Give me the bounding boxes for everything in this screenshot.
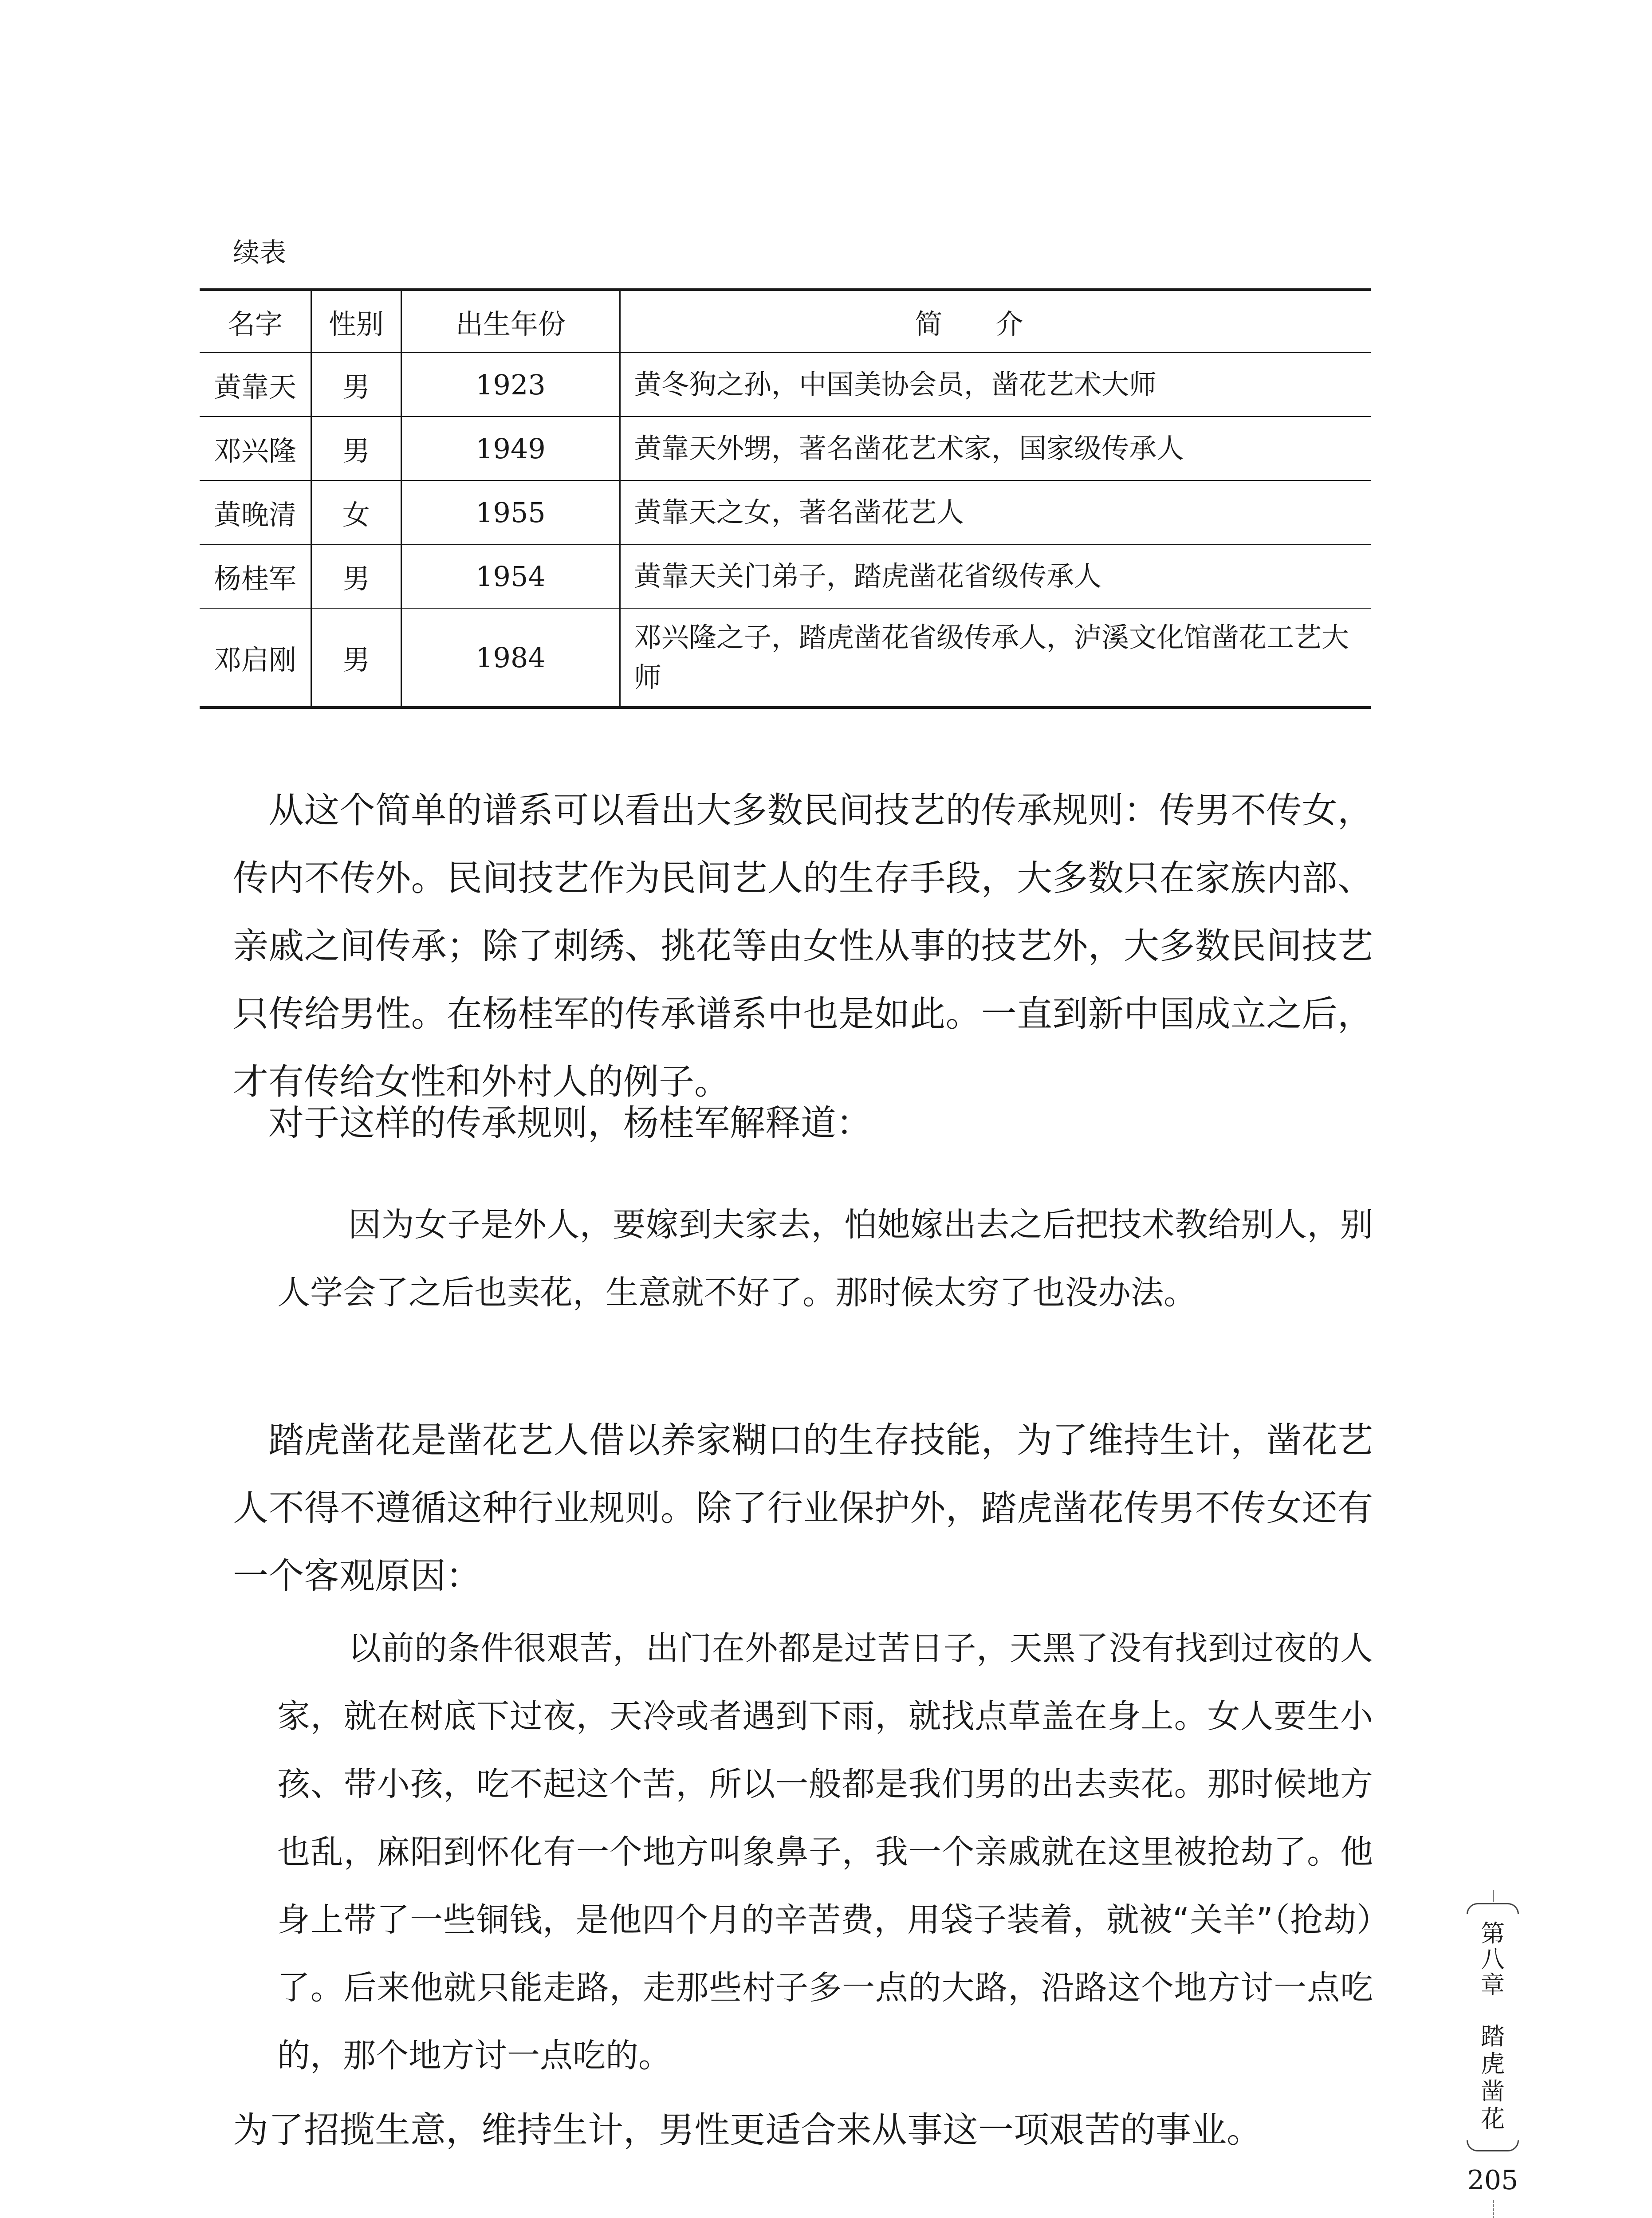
side-tab-char: 踏 (1481, 2022, 1505, 2050)
header-birth-year: 出生年份 (401, 290, 620, 353)
genealogy-table (200, 288, 1371, 709)
header-name: 名字 (200, 290, 311, 353)
body-paragraph-4: 为了招揽生意，维持生计，男性更适合来从事这一项艰苦的事业。 (233, 2109, 1262, 2151)
side-rule-top (1493, 1890, 1494, 1902)
body-paragraph-2: 对于这样的传承规则，杨桂军解释道： (268, 1102, 872, 1144)
table-row (200, 544, 1371, 608)
body-paragraph-3: 踏虎凿花是凿花艺人借以养家糊口的生存技能，为了维持生计，凿花艺人不得不遵循这种行业规则。除了行业保护外，踏虎凿花传男不传女还有一个客观原因： (233, 1420, 1373, 1597)
side-tab-char: 虎 (1481, 2050, 1505, 2078)
side-tab-bracket-top (1467, 1903, 1519, 1914)
cell-intro: 黄靠天关门弟子，踏虎凿花省级传承人 (620, 544, 1371, 608)
chapter-side-tab (1464, 1903, 1522, 2151)
body-paragraph-1: 从这个简单的谱系可以看出大多数民间技艺的传承规则：传男不传女，传内不传外。民间技艺作为民间艺人的生存手段，大多数只在家族内部、亲戚之间传承；除了刺绣、挑花等由女性从事的技艺外，大多数民间技艺只传给男性。在杨桂军的传承谱系中也是如此。一直到新中国成立之后，才有传给女性和外村人的例子。 (233, 790, 1373, 1102)
table-row (200, 417, 1371, 480)
side-tab-char: 八 (1481, 1945, 1505, 1973)
side-tab-char: 花 (1481, 2105, 1505, 2133)
side-tab-bracket-bottom (1467, 2140, 1519, 2151)
cell-birth-year: 1954 (401, 544, 620, 608)
cell-intro: 黄冬狗之孙，中国美协会员，凿花艺术大师 (620, 353, 1371, 417)
side-tab-title (1464, 2023, 1522, 2133)
cell-gender: 男 (311, 608, 401, 708)
header-intro-label: 简介 (915, 307, 1077, 340)
cell-birth-year: 1949 (401, 417, 620, 480)
header-gender: 性别 (311, 290, 401, 353)
cell-intro: 邓兴隆之子，踏虎凿花省级传承人，泸溪文化馆凿花工艺大师 (620, 608, 1371, 708)
block-quote-2: 以前的条件很艰苦，出门在外都是过苦日子，天黑了没有找到过夜的人家，就在树底下过夜，天冷或者遇到下雨，就找点草盖在身上。女人要生小孩、带小孩，吃不起这个苦，所以一般都是我们男的出去卖花。那时候地方也乱，麻阳到怀化有一个地方叫象鼻子，我一个亲戚就在这里被抢劫了。他身上带了一些铜钱，是他四个月的辛苦费，用袋子装着，就被“关羊”（抢劫）了。后来他就只能走路，走那些村子多一点的大路，沿路这个地方讨一点吃的，那个地方讨一点吃的。 (277, 1629, 1373, 2075)
side-tab-char: 凿 (1481, 2077, 1505, 2105)
cell-gender: 女 (311, 480, 401, 544)
header-intro (620, 290, 1371, 353)
table-header-row (200, 290, 1371, 353)
table-row (200, 608, 1371, 708)
cell-birth-year: 1923 (401, 353, 620, 417)
cell-birth-year: 1955 (401, 480, 620, 544)
cell-intro: 黄靠天外甥，著名凿花艺术家，国家级传承人 (620, 417, 1371, 480)
side-tab-char: 章 (1481, 1971, 1505, 1999)
cell-name: 黄靠天 (200, 353, 311, 417)
cell-gender: 男 (311, 353, 401, 417)
cell-name: 杨桂军 (200, 544, 311, 608)
side-tab-chapter (1464, 1921, 1522, 1998)
table-row (200, 480, 1371, 544)
table-caption: 续表 (233, 237, 286, 268)
cell-name: 黄晚清 (200, 480, 311, 544)
cell-gender: 男 (311, 417, 401, 480)
side-tab-char: 第 (1481, 1919, 1505, 1947)
cell-intro: 黄靠天之女，著名凿花艺人 (620, 480, 1371, 544)
table-row (200, 353, 1371, 417)
cell-name: 邓兴隆 (200, 417, 311, 480)
cell-gender: 男 (311, 544, 401, 608)
cell-birth-year: 1984 (401, 608, 620, 708)
cell-name: 邓启刚 (200, 608, 311, 708)
block-quote-1: 因为女子是外人，要嫁到夫家去，怕她嫁出去之后把技术教给别人，别人学会了之后也卖花，生意就不好了。那时候太穷了也没办法。 (277, 1206, 1373, 1312)
side-dashed-rule (1493, 2200, 1494, 2218)
page-number: 205 (1467, 2165, 1518, 2196)
